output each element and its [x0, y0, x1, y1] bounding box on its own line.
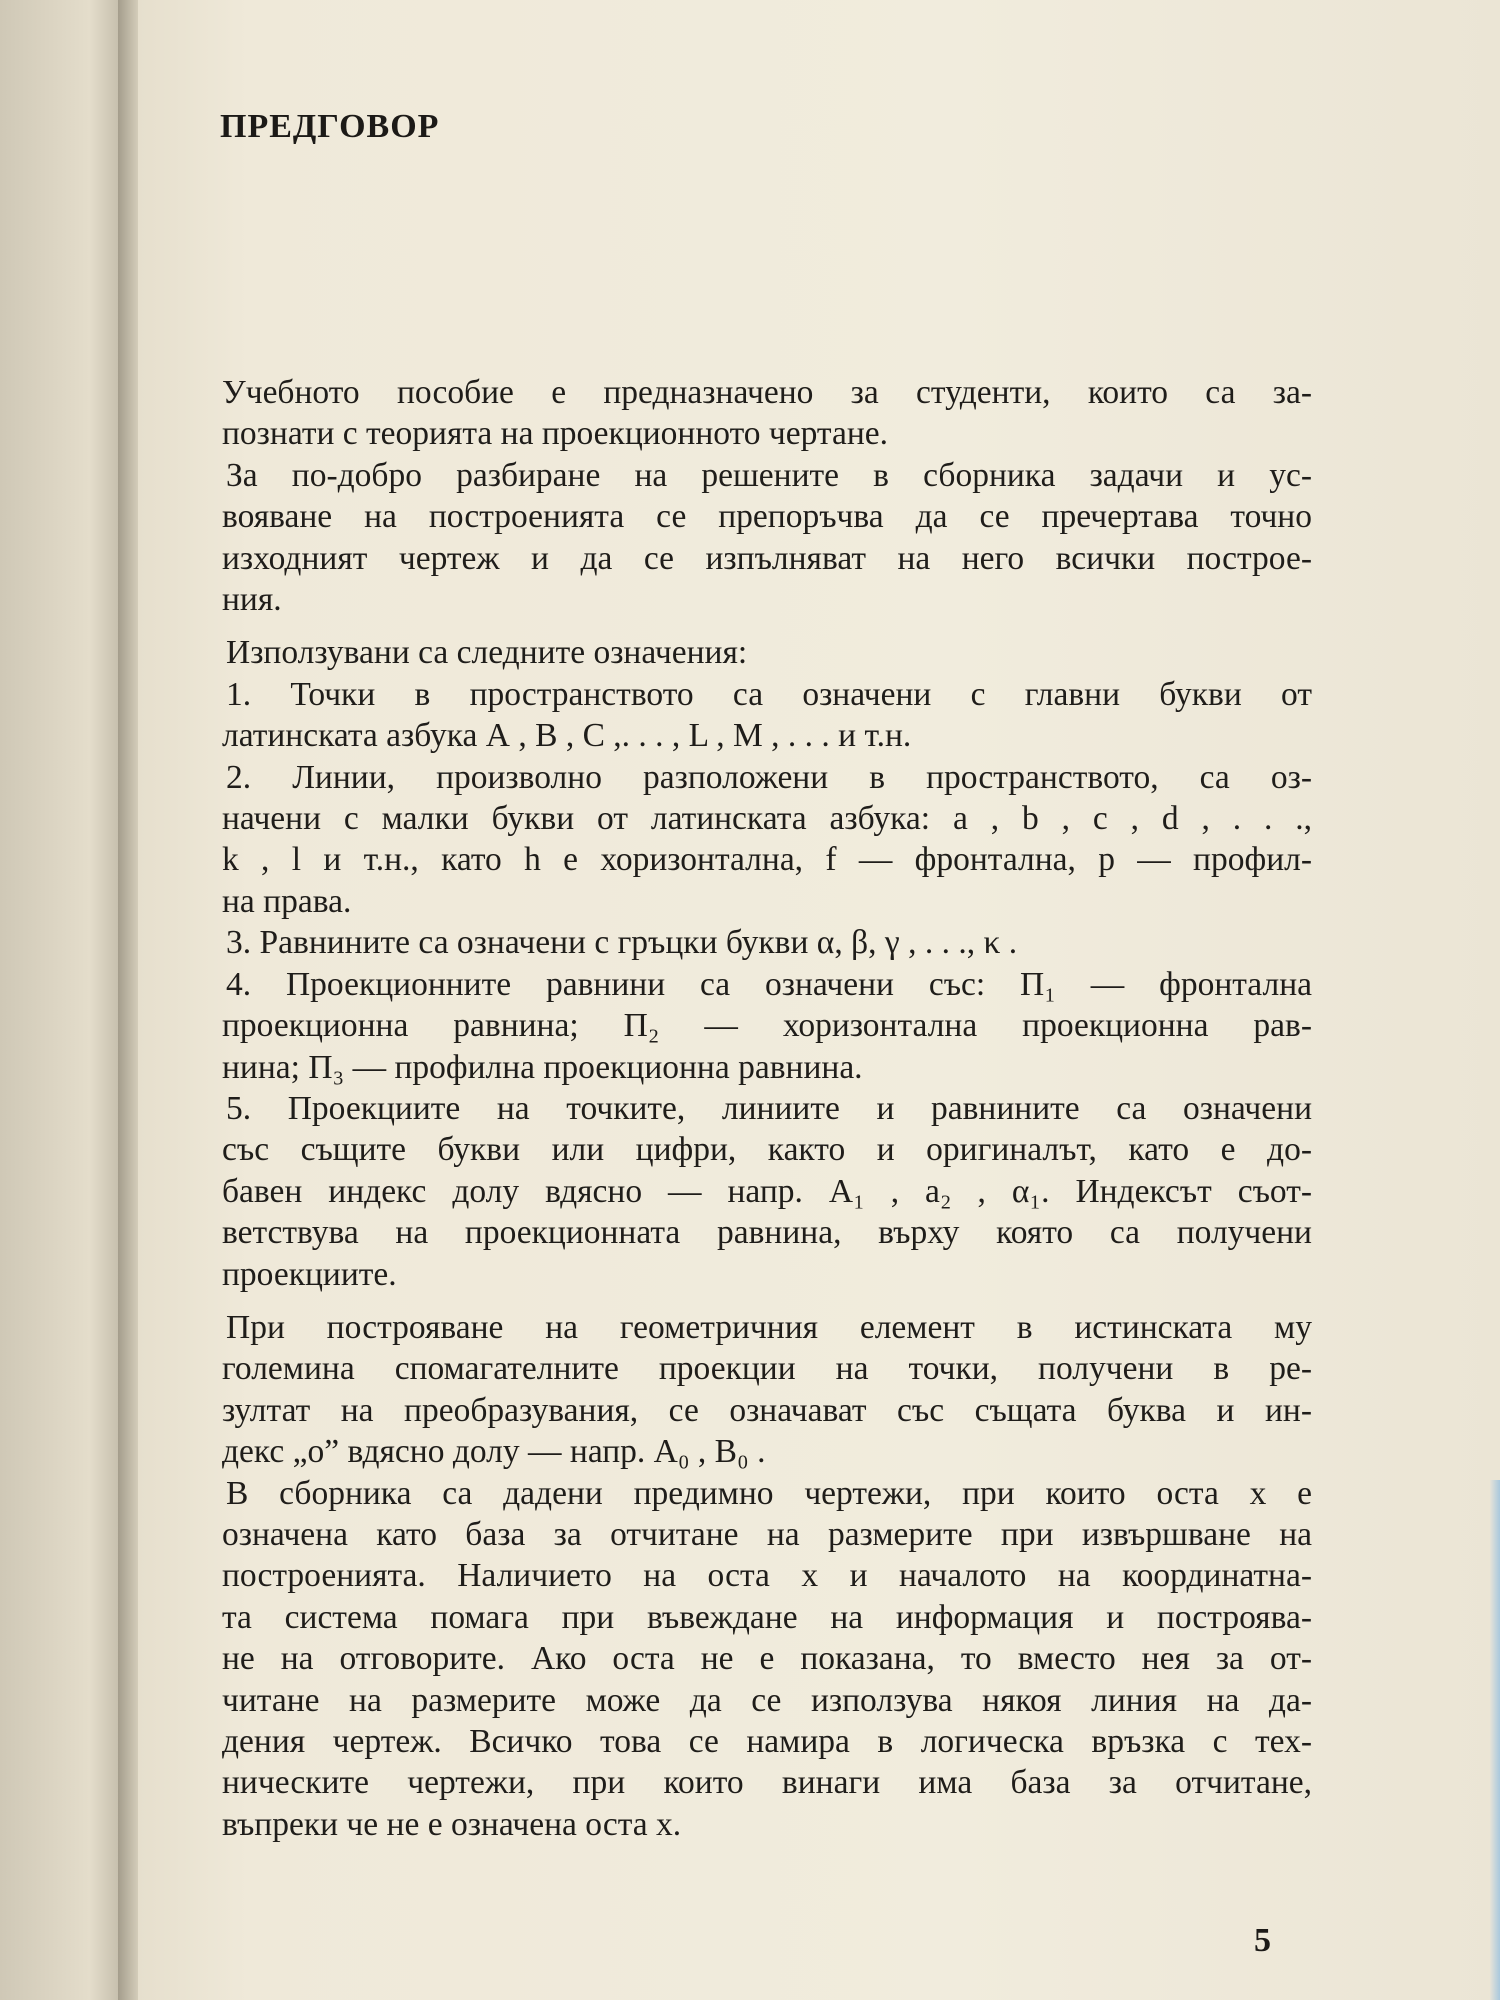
- book-gutter: [118, 0, 140, 2000]
- list-item-5: [222, 1088, 1312, 1295]
- text-line: ническите чертежи, при които винаги има база за отчитане,: [222, 1764, 1312, 1802]
- text-line: При построяване на геометричния елемент в истинската му: [226, 1308, 1312, 1346]
- text-line: ветствува на проекционната равнина, върху която са получени: [222, 1214, 1312, 1252]
- text-line: 2. Линии, произволно разположени в пространството, са оз-: [226, 758, 1312, 796]
- text-line: начени с малки букви от латинската азбука: a , b , c , d , . . .,: [222, 800, 1312, 838]
- text-line: дения чертеж. Всичко това се намира в логическа връзка с тех-: [222, 1723, 1312, 1760]
- text-line: изходният чертеж и да се изпълняват на него всички построе-: [222, 539, 1312, 577]
- text-line: 4. Проекционните равнини са означени със: П₁ — фронтална: [226, 965, 1312, 1003]
- text-line: вояване на построенията се препоръчва да се пречертава точно: [222, 498, 1312, 536]
- list-item-2: [222, 757, 1312, 923]
- text-line: със същите букви или цифри, както и оригиналът, като е до-: [222, 1131, 1312, 1169]
- text-line: проекционна равнина; П₂ — хоризонтална проекционна рав-: [222, 1007, 1312, 1045]
- text-line: не на отговорите. Ако оста не е показана, то вместо нея за от-: [222, 1640, 1312, 1678]
- text-line: бавен индекс долу вдясно — напр. A₁ , a₂ , α₁. Индексът съот-: [222, 1172, 1312, 1210]
- text-line: k , l и т.н., като h е хоризонтална, f — фронтална, p — профил-: [222, 841, 1312, 879]
- text-line: на права.: [222, 882, 352, 920]
- page-heading: ПРЕДГОВОР: [220, 108, 440, 145]
- list-item-3: [222, 922, 1312, 963]
- list-item-1: [222, 674, 1312, 757]
- text-line: латинската азбука А , В , С ,. . . , L , M , . . . и т.н.: [222, 717, 912, 755]
- paragraph-drawings: [222, 1473, 1312, 1846]
- text-line: означена като база за отчитане на размерите при извършване на: [222, 1515, 1312, 1553]
- paragraph-1: [222, 372, 1312, 455]
- text-line: 3. Равнините са означени с гръцки букви α, β, γ , . . ., κ .: [226, 924, 1018, 962]
- list-item-4: [222, 964, 1312, 1088]
- left-page-edge: [0, 0, 128, 2000]
- text-line: Използувани са следните означения:: [226, 634, 748, 672]
- paragraph-3: [222, 632, 1312, 673]
- page-number: 5: [1254, 1922, 1271, 1959]
- text-line: построенията. Наличието на оста x и началото на координатна-: [222, 1557, 1312, 1595]
- text-line: нина; П₃ — профилна проекционна равнина.: [222, 1048, 863, 1086]
- text-line: зултат на преобразувания, се означават със същата буква и ин-: [222, 1391, 1312, 1429]
- text-line: познати с теорията на проекционното чертане.: [222, 415, 889, 453]
- text-line: проекциите.: [222, 1255, 397, 1293]
- text-line: големина спомагателните проекции на точки, получени в ре-: [222, 1350, 1312, 1388]
- text-line: ния.: [222, 581, 282, 619]
- paragraph-auxiliary-projections: [222, 1307, 1312, 1473]
- paragraph-2: [222, 455, 1312, 621]
- text-line: 5. Проекциите на точките, линиите и равнините са означени: [226, 1089, 1312, 1127]
- text-line: В сборника са дадени предимно чертежи, при които оста x е: [226, 1474, 1312, 1512]
- text-line: читане на размерите може да се използува някоя линия на да-: [222, 1681, 1312, 1719]
- background-edge: [1490, 1480, 1500, 2000]
- preface-body: [222, 372, 1312, 1845]
- text-line: та система помага при въвеждане на информация и построява-: [222, 1598, 1312, 1636]
- text-line: За по-добро разбиране на решените в сборника задачи и ус-: [226, 456, 1312, 494]
- text-line: Учебното пособие е предназначено за студенти, които са за-: [222, 374, 1312, 411]
- text-line: въпреки че не е означена оста x.: [222, 1805, 682, 1843]
- text-line: декс „о” вдясно долу — напр. A₀ , B₀ .: [222, 1433, 766, 1471]
- text-line: 1. Точки в пространството са означени с главни букви от: [226, 675, 1312, 713]
